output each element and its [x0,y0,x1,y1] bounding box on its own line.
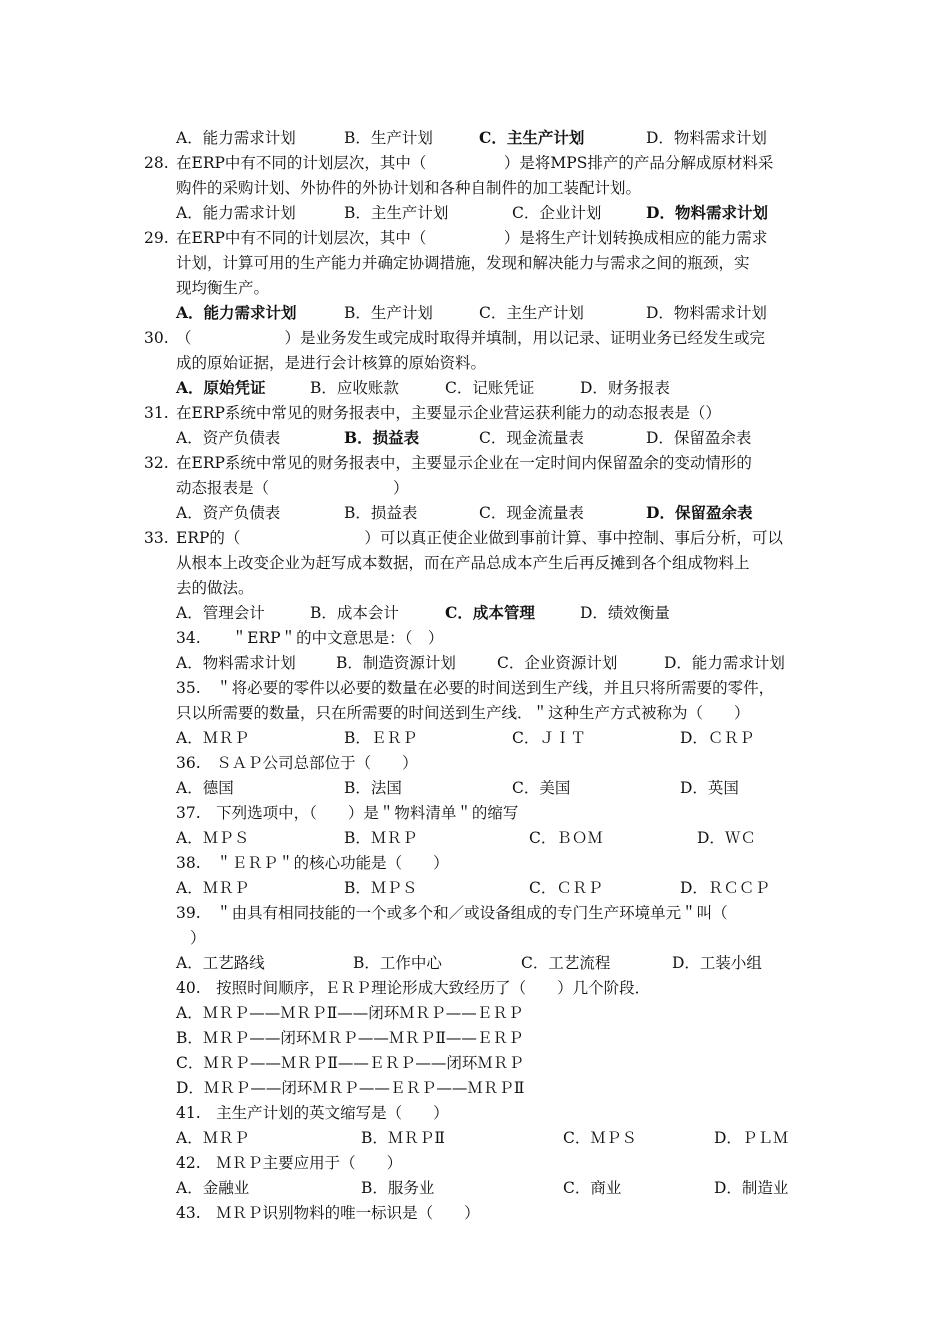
option: D．工装小组 [672,954,762,972]
question-text: 40. 按照时间顺序，ＥＲＰ理论形成大致经历了（ ）几个阶段． [176,979,651,997]
option: D．物料需求计划 [646,304,767,322]
question-text: 在ERP系统中常见的财务报表中，主要显示企业营运获利能力的动态报表是（） [176,404,721,422]
option: B．损益表 [344,504,418,522]
question-text: 39. ＂由具有相同技能的一个或多个和／或设备组成的专门生产环境单元＂叫（ [176,904,728,922]
question-text: 35. ＂将必要的零件以必要的数量在必要的时间送到生产线，并且只将所需要的零件， [176,679,775,697]
option: B．ＥＲＰ [344,729,418,747]
option-answer: A．原始凭证 [176,378,266,397]
option: D．ＭＲＰ——闭环ＭＲＰ——ＥＲＰ——ＭＲＰⅡ [176,1079,525,1097]
option: B．成本会计 [310,604,399,622]
question-text: 43. ＭＲＰ识别物料的唯一标识是（ ） [176,1204,480,1222]
question-text: 36. ＳＡＰ公司总部位于（ ） [176,754,418,772]
option: D．制造业 [714,1179,789,1197]
question-text: 37. 下列选项中，（ ）是＂物料清单＂的缩写 [176,804,519,822]
question-number: 31. [144,404,169,422]
option-answer: B．损益表 [344,428,420,447]
option: D．ＣＲＰ [680,729,755,747]
option: A．资产负债表 [176,429,281,447]
question-text: 38. ＂ＥＲＰ＂的核心功能是（ ） [176,854,449,872]
option: A．能力需求计划 [176,204,296,222]
option: B．ＭＲＰⅡ [361,1129,445,1147]
option: A．金融业 [176,1179,250,1197]
question-text: 42. ＭＲＰ主要应用于（ ） [176,1154,403,1172]
option: D．ＰＬＭ [714,1129,789,1147]
option: D．物料需求计划 [646,129,767,147]
question-number: 28. [144,154,169,172]
option: C．记账凭证 [445,379,535,397]
option: B．生产计划 [344,304,433,322]
option-answer: D．保留盈余表 [646,503,753,522]
option: D．ＷＣ [697,829,756,847]
option-answer: D．物料需求计划 [646,203,768,222]
question-text: 在ERP系统中常见的财务报表中，主要显示企业在一定时间内保留盈余的变动情形的 [176,454,752,472]
option: C．ＣＲＰ [529,879,603,897]
option: B．应收账款 [310,379,399,397]
option: D．能力需求计划 [664,654,785,672]
option-answer: A．能力需求计划 [176,303,297,322]
option: C．商业 [563,1179,622,1197]
option: A．管理会计 [176,604,265,622]
option: B．ＭＰＳ [344,879,418,897]
question-text: （ ）是业务发生或完成时取得并填制，用以记录、证明业务已经发生或完 [176,329,766,347]
option: C．ＭＲＰ——ＭＲＰⅡ——ＥＲＰ——闭环ＭＲＰ [176,1054,524,1072]
question-number: 32. [144,454,169,472]
question-text: 41. 主生产计划的英文缩写是（ ） [176,1104,449,1122]
option: A．ＭＰＳ [176,829,250,847]
option: A．ＭＲＰ [176,729,250,747]
option: B．工作中心 [353,954,442,972]
question-text: 只以所需要的数量，只在所需要的时间送到生产线．＂这种生产方式被称为（ ） [176,704,750,722]
option: A．资产负债表 [176,504,281,522]
question-text: 34. ＂ERP＂的中文意思是：（ ） [176,629,444,647]
option: B．服务业 [361,1179,435,1197]
option: A．ＭＲＰ [176,879,250,897]
question-text: 在ERP中有不同的计划层次，其中（ ）是将MPS排产的产品分解成原材料采 [176,154,774,172]
question-text: 去的做法。 [176,579,254,597]
question-number: 33. [144,529,169,547]
option: D．绩效衡量 [580,604,670,622]
option: C．主生产计划 [479,304,584,322]
option: B．制造资源计划 [336,654,456,672]
option: B．法国 [344,779,402,797]
option: A．ＭＲＰ——ＭＲＰⅡ——闭环ＭＲＰ——ＥＲＰ [176,1004,524,1022]
question-text: 成的原始证据，是进行会计核算的原始资料。 [176,354,487,372]
option: C．企业资源计划 [497,654,618,672]
option: C．企业计划 [512,204,602,222]
option: D．英国 [680,779,739,797]
option: C．现金流量表 [479,504,584,522]
question-text: 从根本上改变企业为赶写成本数据，而在产品总成本产生后再反摊到各个组成物料上 [176,554,750,572]
option: B．主生产计划 [344,204,449,222]
question-text: ERP的（ ）可以真正使企业做到事前计算、事中控制、事后分析，可以 [176,529,783,547]
option: B．ＭＲＰ——闭环ＭＲＰ——ＭＲＰⅡ——ＥＲＰ [176,1029,524,1047]
option: C．工艺流程 [521,954,611,972]
option: A．ＭＲＰ [176,1129,250,1147]
option-answer: C．成本管理 [445,603,535,622]
option-answer: C．主生产计划 [479,128,585,147]
question-text: ） [190,929,206,947]
option: D．财务报表 [580,379,670,397]
option: A．工艺路线 [176,954,265,972]
option: C．ＢＯＭ [529,829,603,847]
question-text: 购件的采购计划、外协件的外协计划和各种自制件的加工装配计划。 [176,179,642,197]
question-number: 30. [144,329,169,347]
option: C．ＪＩＴ [512,729,586,747]
option: C．美国 [512,779,571,797]
option: B．ＭＲＰ [344,829,418,847]
option: A．物料需求计划 [176,654,296,672]
question-number: 29. [144,229,169,247]
option: A．德国 [176,779,234,797]
question-text: 计划，计算可用的生产能力并确定协调措施，发现和解决能力与需求之间的瓶颈，实 [176,254,750,272]
option: D．ＲＣＣＰ [680,879,770,897]
option: A．能力需求计划 [176,129,296,147]
option: D．保留盈余表 [646,429,752,447]
question-text: 在ERP中有不同的计划层次，其中（ ）是将生产计划转换成相应的能力需求 [176,229,768,247]
question-text: 动态报表是（ ） [176,479,409,497]
option: C．现金流量表 [479,429,584,447]
question-text: 现均衡生产。 [176,279,270,297]
option: C．ＭＰＳ [563,1129,637,1147]
option: B．生产计划 [344,129,433,147]
